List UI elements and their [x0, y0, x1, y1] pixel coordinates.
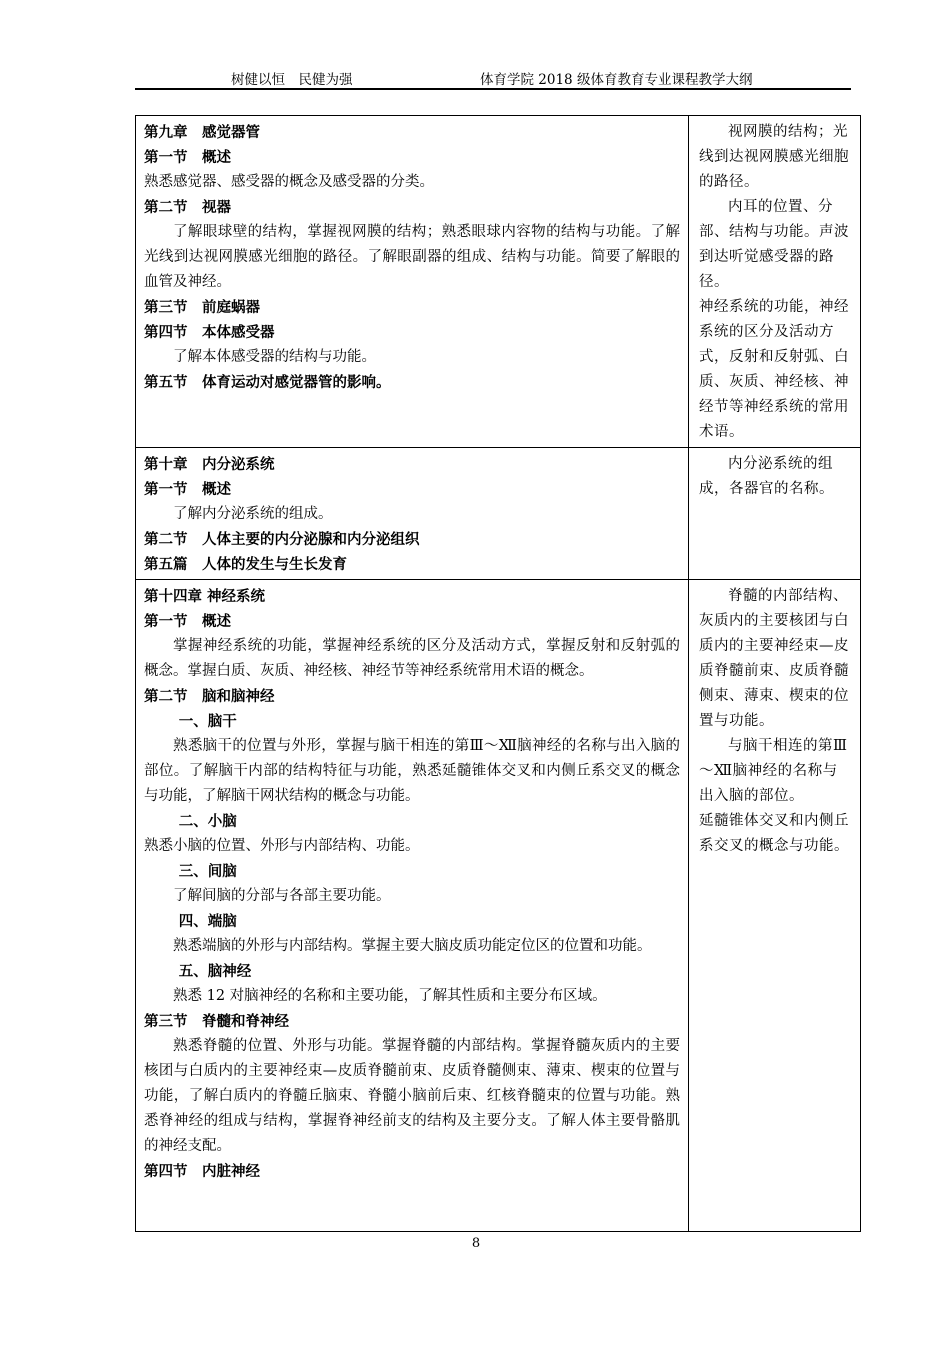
paragraph: 熟悉感觉器、感受器的概念及感受器的分类。: [144, 174, 434, 190]
key-points-cell: [689, 580, 861, 1232]
section-heading: 第三节 脊髓和脊神经: [144, 1013, 289, 1030]
section-heading: 二、小脑: [178, 813, 237, 830]
table-row: [136, 448, 861, 580]
section-heading: 第五篇 人体的发生与生长发育: [144, 556, 347, 573]
section-heading: 第一节 概述: [144, 149, 231, 166]
section-heading: 四、端脑: [178, 913, 237, 930]
section-heading: 第四节 内脏神经: [144, 1163, 260, 1180]
paragraph: 熟悉小脑的位置、外形与内部结构、功能。: [144, 838, 420, 854]
key-points-cell: [689, 448, 861, 580]
page-number: 8: [471, 1236, 481, 1251]
paragraph: 内分泌系统的组成，各器官的名称。: [699, 456, 834, 497]
paragraph: 了解内分泌系统的组成。: [173, 506, 333, 522]
paragraph: 掌握神经系统的功能，掌握神经系统的区分及活动方式，掌握反射和反射弧的概念。掌握白质、灰质、神经核、神经节等神经系统常用术语的概念。: [144, 638, 680, 679]
section-heading: 第十章 内分泌系统: [144, 456, 275, 473]
paragraph: 熟悉脊髓的位置、外形与功能。掌握脊髓的内部结构。掌握脊髓灰质内的主要核团与白质内的主要神经束—皮质脊髓前束、皮质脊髓侧束、薄束、楔束的位置与功能，了解白质内的脊髓丘脑束、脊髓小脑前后束、红核脊髓束的位置与功能。熟悉脊神经的组成与结构，掌握脊神经前支的结构及主要分支。了解人体主要骨骼肌的神经支配。: [144, 1038, 680, 1154]
section-heading: 第一节 概述: [144, 613, 231, 630]
section-heading: 第二节 脑和脑神经: [144, 688, 275, 705]
content-cell: [136, 116, 689, 448]
table-row: [136, 580, 861, 1232]
paragraph: 内耳的位置、分部、结构与功能。声波到达听觉感受器的路径。: [699, 199, 849, 290]
paragraph: 熟悉 12 对脑神经的名称和主要功能，了解其性质和主要分布区域。: [173, 988, 607, 1004]
section-heading: 一、脑干: [178, 713, 237, 730]
key-points-cell: [689, 116, 861, 448]
header-title: 体育学院 2018 级体育教育专业课程教学大纲: [480, 72, 753, 88]
section-heading: 第九章 感觉器管: [144, 124, 260, 141]
table-row: [136, 116, 861, 448]
paragraph: 脊髓的内部结构、灰质内的主要核团与白质内的主要神经束—皮质脊髓前束、皮质脊髓侧束、薄束、楔束的位置与功能。: [699, 588, 849, 729]
paragraph: 延髓锥体交叉和内侧丘系交叉的概念与功能。: [699, 813, 849, 854]
section-heading: 第四节 本体感受器: [144, 324, 275, 341]
content-cell: [136, 580, 689, 1232]
section-heading: 第二节 人体主要的内分泌腺和内分泌组织: [144, 531, 420, 548]
paragraph: 视网膜的结构；光线到达视网膜感光细胞的路径。: [699, 124, 849, 190]
paragraph: 了解眼球壁的结构，掌握视网膜的结构；熟悉眼球内容物的结构与功能。了解光线到达视网膜感光细胞的路径。了解眼副器的组成、结构与功能。简要了解眼的血管及神经。: [144, 224, 680, 290]
syllabus-table: [135, 115, 861, 1232]
page-header: [135, 66, 851, 90]
paragraph: 熟悉脑干的位置与外形，掌握与脑干相连的第Ⅲ～Ⅻ脑神经的名称与出入脑的部位。了解脑干内部的结构特征与功能，熟悉延髓锥体交叉和内侧丘系交叉的概念与功能，了解脑干网状结构的概念与功能。: [144, 738, 680, 804]
section-heading: 三、间脑: [178, 863, 237, 880]
paragraph: 熟悉端脑的外形与内部结构。掌握主要大脑皮质功能定位区的位置和功能。: [173, 938, 652, 954]
section-heading: 第二节 视器: [144, 199, 231, 216]
content-cell: [136, 448, 689, 580]
paragraph: 与脑干相连的第Ⅲ～Ⅻ脑神经的名称与出入脑的部位。: [699, 738, 848, 804]
paragraph: 了解本体感受器的结构与功能。: [173, 349, 376, 365]
header-motto: 树健以恒 民健为强: [231, 72, 353, 88]
section-heading: 第三节 前庭蜗器: [144, 299, 260, 316]
section-heading: 五、脑神经: [178, 963, 252, 980]
paragraph: 神经系统的功能，神经系统的区分及活动方式，反射和反射弧、白质、灰质、神经核、神经节等神经系统的常用术语。: [699, 299, 849, 440]
section-heading: 第十四章 神经系统: [144, 588, 266, 605]
paragraph: 了解间脑的分部与各部主要功能。: [173, 888, 391, 904]
section-heading: 第五节 体育运动对感觉器管的影响。: [144, 374, 391, 391]
section-heading: 第一节 概述: [144, 481, 231, 498]
